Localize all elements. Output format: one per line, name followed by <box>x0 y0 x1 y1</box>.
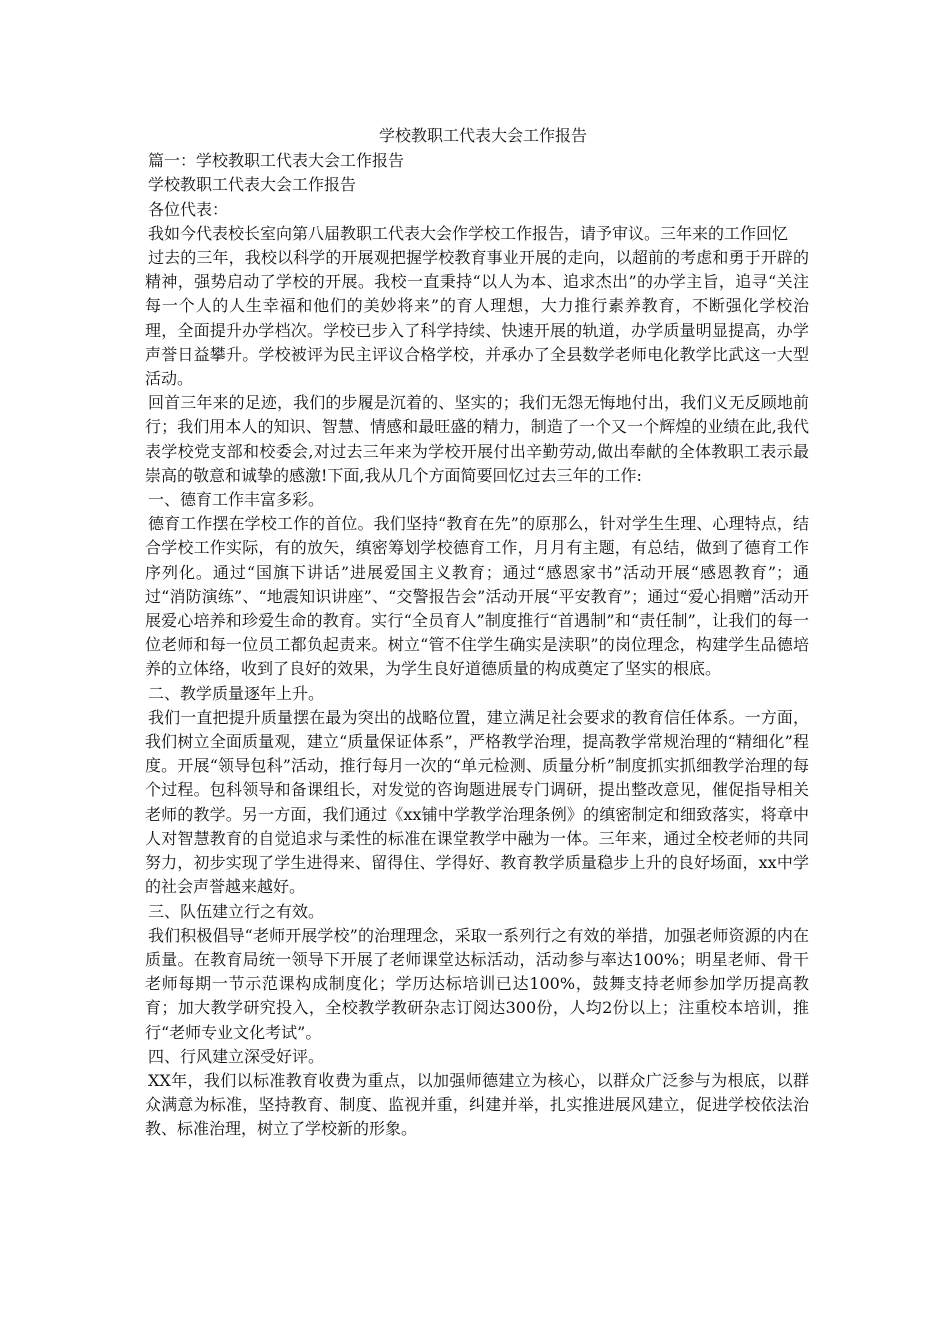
document-title: 学校教职工代表大会工作报告 <box>378 126 587 145</box>
paragraph-review: 回首三年来的足迹，我们的步履是沉着的、坚实的；我们无怨无悔地付出，我们义无反顾地前行；我们用本人的知识、智慧、情感和最旺盛的精力，制造了一个又一个辉煌的业绩在此,我代表学校党支部和校委会,对过去三年来为学校开展付出辛勤劳动,做出奉献的全体教职工表示最崇高的敬意和诚挚的感激!下面,我从几个方面简要回忆过去三年的工作: <box>145 393 809 485</box>
section-heading-moral-education: 一、德育工作丰富多彩。 <box>148 490 325 510</box>
paragraph-intro: 我如今代表校长室向第八届教职工代表大会作学校工作报告，请予审议。三年来的工作回忆 <box>148 223 789 243</box>
salutation: 各位代表： <box>148 199 229 219</box>
paragraph-conduct: XX年，我们以标准教育收费为重点，以加强师德建立为核心，以群众广泛参与为根底，以群众满意为标准，坚持教育、制度、监视并重，纠建并举，扎实推进展风建立，促进学校依法治教、标准治理，树立了学校新的形象。 <box>145 1070 809 1139</box>
section-heading-conduct: 四、行风建立深受好评。 <box>148 1046 325 1066</box>
section-heading-teaching-quality: 二、教学质量逐年上升。 <box>148 683 325 703</box>
paragraph-team-building: 我们积极倡导“老师开展学校”的治理理念，采取一系列行之有效的举措，加强老师资源的内在质量。在教育局统一领导下开展了老师课堂达标活动，活动参与率达100%；明星老师、骨干老师每期一节示范课构成制度化；学历达标培训已达100%，鼓舞支持老师参加学历提高教育；加大教学研究投入，全校教学教研杂志订阅达300份，人均2份以上；注重校本培训，推行“老师专业文化考试”。 <box>145 925 809 1042</box>
section-heading-part-one: 篇一：学校教职工代表大会工作报告 <box>148 151 405 171</box>
report-subtitle: 学校教职工代表大会工作报告 <box>148 175 357 195</box>
section-heading-team-building: 三、队伍建立行之有效。 <box>148 901 325 921</box>
paragraph-past-three-years: 过去的三年，我校以科学的开展观把握学校教育事业开展的走向，以超前的考虑和勇于开辟的精神，强势启动了学校的开展。我校一直秉持“以人为本、追求杰出”的办学主旨，追寻“关注每一个人的人生幸福和他们的美妙将来”的育人理想，大力推行素养教育，不断强化学校治理，全面提升办学档次。学校已步入了科学持续、快速开展的轨道，办学质量明显提高，办学声誉日益攀升。学校被评为民主评议合格学校，并承办了全县数学老师电化教学比武这一大型活动。 <box>145 248 809 389</box>
paragraph-teaching-quality: 我们一直把提升质量摆在最为突出的战略位置，建立满足社会要求的教育信任体系。一方面，我们树立全面质量观，建立“质量保证体系”，严格教学治理，提高教学常规治理的“精细化”程度。开展“领导包科”活动，推行每月一次的“单元检测、质量分析”制度抓实抓细教学治理的每个过程。包科领导和备课组长，对发觉的咨询题进展专门调研，提出整改意见，催促指导相关老师的教学。另一方面，我们通过《xx铺中学教学治理条例》的缜密制定和细致落实，将章中人对智慧教育的自觉追求与柔性的标准在课堂教学中融为一体。三年来，通过全校老师的共同努力，初步实现了学生进得来、留得住、学得好、教育教学质量稳步上升的良好场面，xx中学的社会声誉越来越好。 <box>145 707 809 897</box>
paragraph-moral-education: 德育工作摆在学校工作的首位。我们坚持“教育在先”的原那么，针对学生生理、心理特点，结合学校工作实际，有的放矢，缜密筹划学校德育工作，月月有主题，有总结，做到了德育工作序列化。通过“国旗下讲话”进展爱国主义教育；通过“感恩家书”活动开展“感恩教育”；通过“消防演练”、“地震知识讲座”、“交警报告会”活动开展“平安教育”；通过“爱心捐赠”活动开展爱心培养和珍爱生命的教育。实行“全员育人”制度推行“首遇制”和“责任制”，让我们的每一位老师和每一位员工都负起责来。树立“管不住学生确实是渎职”的岗位理念，构建学生品德培养的立体络，收到了良好的效果，为学生良好道德质量的构成奠定了坚实的根底。 <box>145 514 809 679</box>
document-page <box>145 124 809 1142</box>
